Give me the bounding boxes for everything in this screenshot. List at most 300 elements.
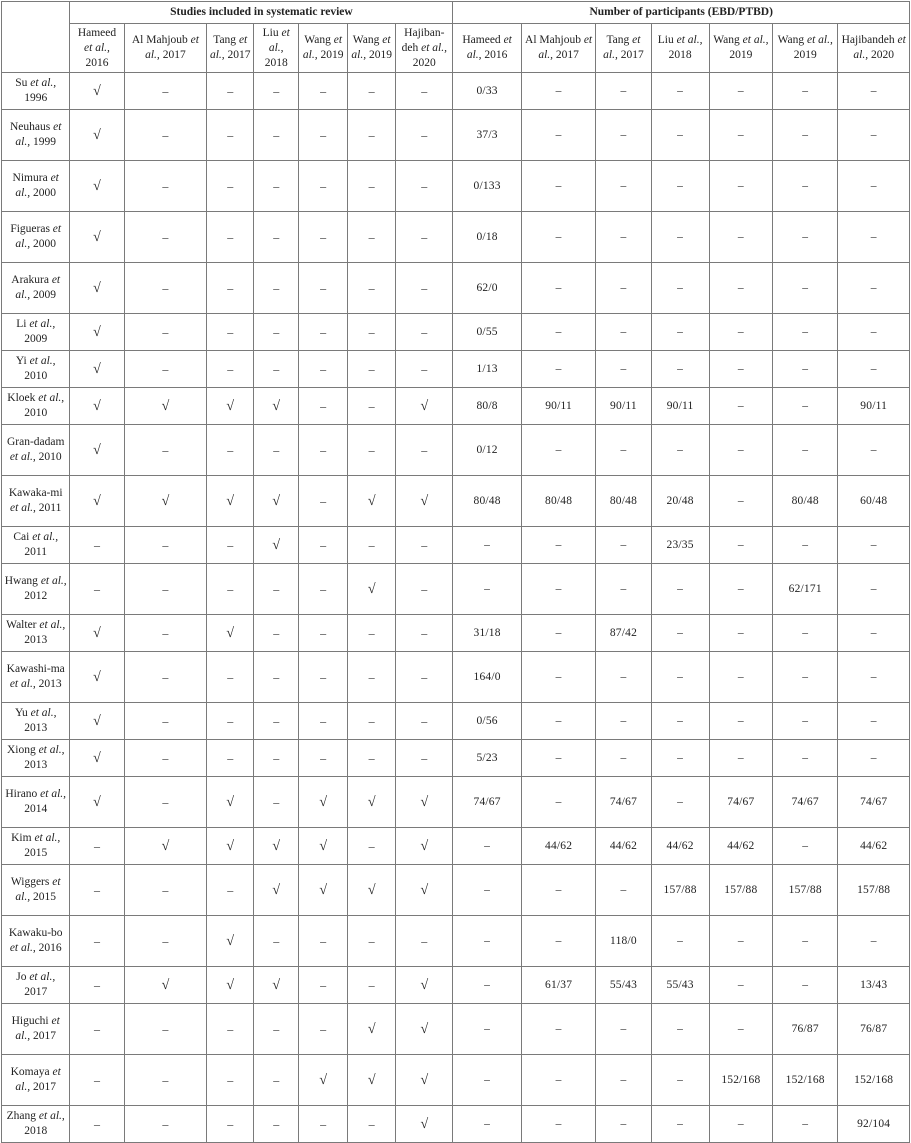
participants-count-cell: – bbox=[838, 351, 910, 388]
table-row bbox=[2, 865, 910, 916]
review-author: Hajiban- bbox=[404, 26, 445, 39]
included-check-mark: √ bbox=[299, 777, 348, 828]
participants-count-cell: 0/12 bbox=[453, 425, 521, 476]
participants-count-cell: – bbox=[521, 527, 596, 564]
review-etal: et al., bbox=[145, 34, 199, 61]
study-etal: et al., bbox=[15, 223, 62, 250]
included-check-mark: √ bbox=[207, 615, 254, 652]
included-check-mark: √ bbox=[396, 388, 453, 425]
participants-count-cell: 74/67 bbox=[838, 777, 910, 828]
not-included-dash: – bbox=[124, 865, 207, 916]
not-included-dash: – bbox=[299, 916, 348, 967]
study-author: Nimura bbox=[12, 172, 51, 184]
study-year: 2015 bbox=[30, 891, 56, 903]
participants-count-cell: – bbox=[651, 351, 709, 388]
included-check-mark: √ bbox=[348, 1004, 396, 1055]
not-included-dash: – bbox=[396, 314, 453, 351]
not-included-dash: – bbox=[299, 212, 348, 263]
participants-etal: et al., bbox=[676, 34, 703, 46]
table-row bbox=[2, 476, 910, 527]
participants-count-cell: 74/67 bbox=[596, 777, 651, 828]
not-included-dash: – bbox=[348, 916, 396, 967]
table-header bbox=[2, 2, 910, 73]
review-author: Wang bbox=[304, 34, 331, 46]
participants-count-cell: – bbox=[709, 652, 772, 703]
study-cell bbox=[2, 476, 70, 527]
not-included-dash: – bbox=[299, 314, 348, 351]
participants-count-cell: 74/67 bbox=[773, 777, 838, 828]
participants-count-cell: 76/87 bbox=[773, 1004, 838, 1055]
study-author: Wiggers bbox=[10, 876, 53, 888]
participants-header-cell bbox=[838, 24, 910, 73]
not-included-dash: – bbox=[254, 425, 299, 476]
not-included-dash: – bbox=[254, 110, 299, 161]
included-check-mark: √ bbox=[348, 777, 396, 828]
study-year: 2015 bbox=[24, 847, 48, 859]
not-included-dash: – bbox=[396, 703, 453, 740]
included-check-mark: √ bbox=[70, 73, 124, 110]
study-cell bbox=[2, 828, 70, 865]
participants-count-cell: 157/88 bbox=[709, 865, 772, 916]
not-included-dash: – bbox=[299, 703, 348, 740]
table-row bbox=[2, 425, 910, 476]
not-included-dash: – bbox=[299, 110, 348, 161]
participants-count-cell: – bbox=[838, 916, 910, 967]
participants-count-cell: – bbox=[521, 425, 596, 476]
not-included-dash: – bbox=[396, 916, 453, 967]
participants-count-cell: – bbox=[651, 263, 709, 314]
included-check-mark: √ bbox=[70, 110, 124, 161]
not-included-dash: – bbox=[70, 1055, 124, 1106]
study-cell bbox=[2, 967, 70, 1004]
participants-count-cell: – bbox=[773, 351, 838, 388]
corner-cell bbox=[2, 2, 70, 73]
included-check-mark: √ bbox=[254, 967, 299, 1004]
review-header-cell bbox=[70, 24, 124, 73]
included-check-mark: √ bbox=[254, 527, 299, 564]
review-etal: et al., bbox=[268, 26, 290, 54]
not-included-dash: – bbox=[348, 828, 396, 865]
not-included-dash: – bbox=[348, 425, 396, 476]
participants-count-cell: – bbox=[596, 314, 651, 351]
not-included-dash: – bbox=[124, 777, 207, 828]
study-etal: et al., bbox=[39, 619, 66, 631]
not-included-dash: – bbox=[70, 916, 124, 967]
not-included-dash: – bbox=[124, 703, 207, 740]
not-included-dash: – bbox=[124, 1055, 207, 1106]
study-cell bbox=[2, 388, 70, 425]
participants-count-cell: 31/18 bbox=[453, 615, 521, 652]
participants-count-cell: – bbox=[709, 527, 772, 564]
study-author: Xiong bbox=[6, 744, 39, 756]
included-check-mark: √ bbox=[70, 652, 124, 703]
study-etal: et al., bbox=[29, 318, 56, 330]
not-included-dash: – bbox=[348, 212, 396, 263]
review-etal: et al., bbox=[302, 34, 343, 61]
not-included-dash: – bbox=[207, 740, 254, 777]
participants-count-cell: – bbox=[521, 73, 596, 110]
participants-year: 2019 bbox=[729, 49, 753, 61]
study-author: Hwang bbox=[4, 575, 41, 587]
not-included-dash: – bbox=[348, 615, 396, 652]
review-etal: et al., bbox=[209, 34, 248, 61]
review-header-cell bbox=[254, 24, 299, 73]
review-year: 2017 bbox=[227, 49, 251, 61]
participants-count-cell: – bbox=[709, 916, 772, 967]
participants-count-cell: 80/48 bbox=[773, 476, 838, 527]
table-row bbox=[2, 740, 910, 777]
participants-count-cell: – bbox=[838, 212, 910, 263]
participants-count-cell: – bbox=[651, 1004, 709, 1055]
participants-count-cell: – bbox=[651, 425, 709, 476]
not-included-dash: – bbox=[207, 425, 254, 476]
not-included-dash: – bbox=[70, 527, 124, 564]
study-etal: et al., bbox=[29, 355, 56, 367]
participants-year: 2020 bbox=[870, 49, 894, 61]
not-included-dash: – bbox=[396, 527, 453, 564]
included-check-mark: √ bbox=[70, 263, 124, 314]
review-header-cell bbox=[299, 24, 348, 73]
table-row bbox=[2, 73, 910, 110]
study-author: Arakura bbox=[11, 274, 52, 286]
participants-count-cell: – bbox=[709, 314, 772, 351]
participants-count-cell: 0/56 bbox=[453, 703, 521, 740]
table-row bbox=[2, 916, 910, 967]
not-included-dash: – bbox=[348, 967, 396, 1004]
participants-etal: et al., bbox=[466, 34, 512, 61]
included-check-mark: √ bbox=[124, 388, 207, 425]
participants-count-cell: 80/8 bbox=[453, 388, 521, 425]
study-etal: et al., bbox=[30, 77, 57, 89]
participants-count-cell: 44/62 bbox=[838, 828, 910, 865]
not-included-dash: – bbox=[299, 73, 348, 110]
study-author: Kim bbox=[11, 832, 35, 844]
not-included-dash: – bbox=[124, 212, 207, 263]
participants-count-cell: – bbox=[596, 263, 651, 314]
participants-count-cell: 13/43 bbox=[838, 967, 910, 1004]
participants-author: Liu bbox=[657, 34, 674, 46]
table-row bbox=[2, 1106, 910, 1143]
not-included-dash: – bbox=[124, 564, 207, 615]
not-included-dash: – bbox=[348, 1106, 396, 1143]
participants-year: 2017 bbox=[555, 49, 579, 61]
participants-count-cell: – bbox=[709, 388, 772, 425]
study-author: Cai bbox=[13, 531, 33, 543]
participants-count-cell: – bbox=[709, 351, 772, 388]
not-included-dash: – bbox=[124, 314, 207, 351]
table-row bbox=[2, 351, 910, 388]
included-check-mark: √ bbox=[348, 564, 396, 615]
participants-count-cell: – bbox=[709, 425, 772, 476]
participants-count-cell: 80/48 bbox=[521, 476, 596, 527]
study-etal: et al., bbox=[40, 575, 67, 587]
participants-count-cell: – bbox=[773, 388, 838, 425]
participants-count-cell: – bbox=[709, 161, 772, 212]
study-year: 2017 bbox=[30, 1081, 56, 1093]
participants-count-cell: – bbox=[838, 263, 910, 314]
not-included-dash: – bbox=[124, 1004, 207, 1055]
participants-count-cell: – bbox=[773, 967, 838, 1004]
table-row bbox=[2, 161, 910, 212]
not-included-dash: – bbox=[396, 652, 453, 703]
participants-count-cell: – bbox=[596, 73, 651, 110]
participants-count-cell: 0/18 bbox=[453, 212, 521, 263]
participants-count-cell: 90/11 bbox=[596, 388, 651, 425]
not-included-dash: – bbox=[396, 615, 453, 652]
participants-count-cell: 60/48 bbox=[838, 476, 910, 527]
participants-count-cell: – bbox=[838, 110, 910, 161]
included-check-mark: √ bbox=[70, 703, 124, 740]
participants-count-cell: – bbox=[596, 161, 651, 212]
participants-count-cell: – bbox=[709, 212, 772, 263]
study-etal: et al., bbox=[15, 1015, 60, 1042]
participants-count-cell: – bbox=[521, 212, 596, 263]
participants-header-cell bbox=[651, 24, 709, 73]
participants-count-cell: – bbox=[521, 1106, 596, 1143]
study-author: Kawashi-ma bbox=[6, 663, 65, 675]
participants-count-cell: – bbox=[709, 703, 772, 740]
participants-count-cell: – bbox=[596, 703, 651, 740]
participants-count-cell: – bbox=[651, 161, 709, 212]
study-etal: et al., bbox=[30, 707, 57, 719]
participants-count-cell: 5/23 bbox=[453, 740, 521, 777]
study-author: Zhang bbox=[6, 1110, 39, 1122]
participants-count-cell: 44/62 bbox=[709, 828, 772, 865]
participants-count-cell: – bbox=[773, 828, 838, 865]
not-included-dash: – bbox=[396, 425, 453, 476]
not-included-dash: – bbox=[396, 351, 453, 388]
participants-etal: et al., bbox=[742, 34, 769, 46]
study-etal: et al., bbox=[32, 531, 59, 543]
participants-count-cell: 74/67 bbox=[453, 777, 521, 828]
not-included-dash: – bbox=[70, 828, 124, 865]
study-year: 2014 bbox=[24, 803, 48, 815]
study-etal: et al., bbox=[10, 502, 36, 514]
study-year: 2010 bbox=[24, 407, 48, 419]
participants-count-cell: – bbox=[521, 263, 596, 314]
participants-count-cell: 92/104 bbox=[838, 1106, 910, 1143]
included-check-mark: √ bbox=[207, 967, 254, 1004]
not-included-dash: – bbox=[254, 1106, 299, 1143]
not-included-dash: – bbox=[299, 652, 348, 703]
not-included-dash: – bbox=[207, 212, 254, 263]
participants-count-cell: – bbox=[521, 615, 596, 652]
not-included-dash: – bbox=[207, 110, 254, 161]
included-check-mark: √ bbox=[254, 828, 299, 865]
included-check-mark: √ bbox=[254, 388, 299, 425]
participants-count-cell: – bbox=[838, 703, 910, 740]
review-etal: et al., bbox=[84, 41, 110, 54]
not-included-dash: – bbox=[348, 388, 396, 425]
participants-count-cell: – bbox=[709, 1106, 772, 1143]
review-author: Tang bbox=[213, 34, 237, 46]
study-author: Komaya bbox=[10, 1066, 53, 1078]
review-etal: et al., bbox=[351, 34, 391, 61]
review-author: Al Mahjoub bbox=[131, 34, 188, 46]
study-author: Neuhaus bbox=[9, 121, 54, 133]
included-check-mark: √ bbox=[396, 967, 453, 1004]
not-included-dash: – bbox=[396, 740, 453, 777]
participants-count-cell: 157/88 bbox=[773, 865, 838, 916]
not-included-dash: – bbox=[254, 564, 299, 615]
participants-count-cell: – bbox=[596, 212, 651, 263]
not-included-dash: – bbox=[299, 351, 348, 388]
participants-count-cell: 61/37 bbox=[521, 967, 596, 1004]
group-header-reviews: Studies included in systematic review bbox=[70, 2, 453, 24]
participants-count-cell: 80/48 bbox=[453, 476, 521, 527]
participants-author: Hameed bbox=[462, 34, 501, 46]
participants-count-cell: – bbox=[521, 777, 596, 828]
not-included-dash: – bbox=[348, 740, 396, 777]
participants-count-cell: – bbox=[521, 703, 596, 740]
not-included-dash: – bbox=[124, 527, 207, 564]
participants-count-cell: 44/62 bbox=[651, 828, 709, 865]
participants-count-cell: – bbox=[596, 110, 651, 161]
included-check-mark: √ bbox=[124, 828, 207, 865]
included-check-mark: √ bbox=[207, 828, 254, 865]
included-check-mark: √ bbox=[207, 388, 254, 425]
table-row bbox=[2, 314, 910, 351]
participants-count-cell: – bbox=[596, 351, 651, 388]
included-check-mark: √ bbox=[254, 865, 299, 916]
included-check-mark: √ bbox=[70, 161, 124, 212]
not-included-dash: – bbox=[254, 314, 299, 351]
study-etal: et al., bbox=[40, 788, 67, 800]
included-check-mark: √ bbox=[396, 476, 453, 527]
participants-count-cell: 62/0 bbox=[453, 263, 521, 314]
study-year: 2013 bbox=[24, 722, 48, 734]
study-cell bbox=[2, 161, 70, 212]
study-cell bbox=[2, 1055, 70, 1106]
not-included-dash: – bbox=[124, 110, 207, 161]
participants-author: Tang bbox=[606, 34, 630, 46]
study-cell bbox=[2, 73, 70, 110]
review-header-cell bbox=[207, 24, 254, 73]
study-etal: et al., bbox=[38, 1110, 65, 1122]
not-included-dash: – bbox=[207, 1055, 254, 1106]
participants-count-cell: – bbox=[838, 564, 910, 615]
participants-count-cell: 118/0 bbox=[596, 916, 651, 967]
not-included-dash: – bbox=[207, 263, 254, 314]
participants-count-cell: 44/62 bbox=[596, 828, 651, 865]
table-row bbox=[2, 967, 910, 1004]
review-header-cell bbox=[124, 24, 207, 73]
participants-count-cell: 37/3 bbox=[453, 110, 521, 161]
study-year: 2011 bbox=[35, 502, 62, 514]
participants-count-cell: 0/133 bbox=[453, 161, 521, 212]
participants-year: 2018 bbox=[668, 49, 692, 61]
participants-count-cell: – bbox=[838, 652, 910, 703]
participants-count-cell: – bbox=[651, 314, 709, 351]
not-included-dash: – bbox=[70, 1106, 124, 1143]
not-included-dash: – bbox=[207, 1106, 254, 1143]
participants-header-cell bbox=[521, 24, 596, 73]
participants-count-cell: – bbox=[651, 212, 709, 263]
not-included-dash: – bbox=[254, 615, 299, 652]
study-cell bbox=[2, 263, 70, 314]
study-year: 2010 bbox=[24, 370, 48, 382]
study-author: Kawaka-mi bbox=[8, 487, 63, 499]
not-included-dash: – bbox=[348, 351, 396, 388]
not-included-dash: – bbox=[299, 740, 348, 777]
participants-count-cell: – bbox=[453, 1106, 521, 1143]
participants-count-cell: – bbox=[651, 777, 709, 828]
participants-count-cell: – bbox=[773, 740, 838, 777]
not-included-dash: – bbox=[299, 263, 348, 314]
not-included-dash: – bbox=[124, 615, 207, 652]
study-author: Li bbox=[16, 318, 30, 330]
study-author: Kawaku-bo bbox=[8, 927, 63, 939]
participants-count-cell: – bbox=[453, 527, 521, 564]
review-header-cell bbox=[348, 24, 396, 73]
not-included-dash: – bbox=[254, 161, 299, 212]
participants-count-cell: 55/43 bbox=[596, 967, 651, 1004]
not-included-dash: – bbox=[254, 703, 299, 740]
participants-count-cell: – bbox=[773, 652, 838, 703]
study-cell bbox=[2, 703, 70, 740]
study-etal: et al., bbox=[15, 121, 62, 148]
participants-etal: et al., bbox=[806, 34, 833, 46]
study-cell bbox=[2, 916, 70, 967]
study-author: Figueras bbox=[10, 223, 53, 235]
participants-count-cell: – bbox=[838, 527, 910, 564]
study-cell bbox=[2, 777, 70, 828]
participants-count-cell: – bbox=[453, 1055, 521, 1106]
review-year: 2016 bbox=[85, 56, 109, 69]
study-author: Gran-dadam bbox=[6, 436, 65, 448]
participants-count-cell: – bbox=[521, 652, 596, 703]
not-included-dash: – bbox=[254, 652, 299, 703]
participants-count-cell: 152/168 bbox=[709, 1055, 772, 1106]
included-check-mark: √ bbox=[207, 916, 254, 967]
study-author: Yu bbox=[14, 707, 31, 719]
sub-header-row bbox=[2, 24, 910, 73]
participants-count-cell: – bbox=[453, 828, 521, 865]
participants-count-cell: – bbox=[773, 73, 838, 110]
study-etal: et al., bbox=[34, 832, 61, 844]
table-row bbox=[2, 388, 910, 425]
included-check-mark: √ bbox=[396, 777, 453, 828]
included-check-mark: √ bbox=[348, 476, 396, 527]
not-included-dash: – bbox=[207, 652, 254, 703]
study-cell bbox=[2, 1004, 70, 1055]
included-check-mark: √ bbox=[396, 1055, 453, 1106]
participants-count-cell: – bbox=[709, 740, 772, 777]
participants-author: Hajibandeh bbox=[841, 34, 895, 46]
participants-count-cell: – bbox=[773, 916, 838, 967]
not-included-dash: – bbox=[124, 425, 207, 476]
not-included-dash: – bbox=[299, 527, 348, 564]
not-included-dash: – bbox=[124, 740, 207, 777]
participants-count-cell: – bbox=[838, 73, 910, 110]
not-included-dash: – bbox=[207, 161, 254, 212]
table-body bbox=[2, 73, 910, 1143]
included-check-mark: √ bbox=[348, 1055, 396, 1106]
study-cell bbox=[2, 351, 70, 388]
participants-count-cell: 152/168 bbox=[838, 1055, 910, 1106]
not-included-dash: – bbox=[207, 351, 254, 388]
participants-count-cell: – bbox=[709, 110, 772, 161]
study-etal: et al., bbox=[15, 876, 61, 903]
review-author: Liu bbox=[262, 26, 279, 39]
participants-count-cell: 90/11 bbox=[838, 388, 910, 425]
participants-count-cell: – bbox=[596, 652, 651, 703]
study-year: 2018 bbox=[24, 1125, 48, 1137]
not-included-dash: – bbox=[254, 740, 299, 777]
study-year: 2013 bbox=[24, 634, 48, 646]
study-year: 1996 bbox=[24, 92, 48, 104]
participants-count-cell: – bbox=[651, 1055, 709, 1106]
